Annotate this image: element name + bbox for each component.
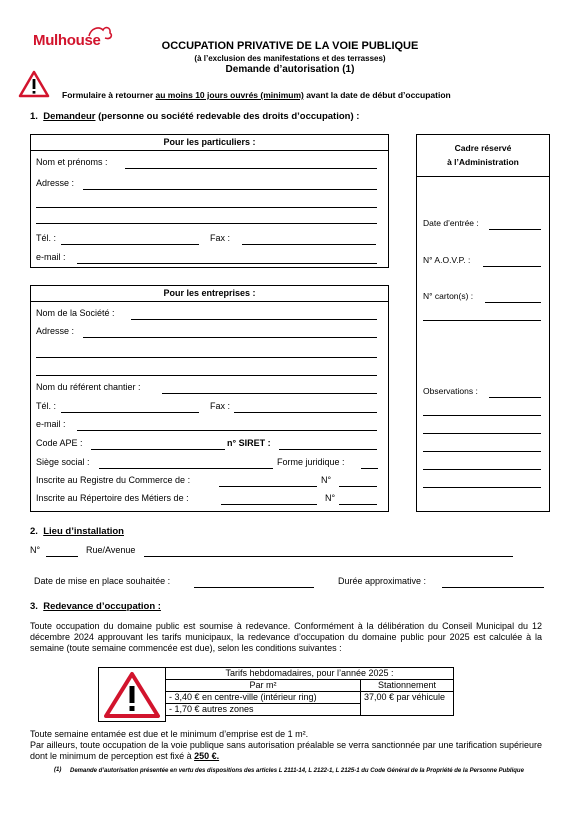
logo-mark-icon <box>85 24 115 42</box>
observations-label: Observations : <box>423 386 478 396</box>
fax-label: Fax : <box>210 233 231 243</box>
tel-label: Tél. : <box>36 233 57 243</box>
nom-label: Nom et prénoms : <box>36 157 108 167</box>
carton-field-2[interactable] <box>423 320 541 321</box>
observations-field-2[interactable] <box>423 415 541 416</box>
rm-field[interactable] <box>221 504 317 505</box>
section-3-heading: 3. Redevance d’occupation : <box>30 601 161 612</box>
tarif-col-stationnement: Stationnement <box>361 680 454 692</box>
redevance-paragraph: Toute occupation du domaine public est soumise à redevance. Conformément à la délibération du Conseil Municipal du 12 décembre 2024 approuvant les tarifs municipaux, la redevance d’occupation du domaine public pour 2025 est calculée à la semaine (toute semaine commencée est due), selon les conditions suivantes : <box>30 621 542 653</box>
date-mise-label: Date de mise en place souhaitée : <box>34 576 171 586</box>
admin-title: Cadre réservé à l’Administration <box>417 135 549 177</box>
entreprise-fax-field[interactable] <box>234 412 377 413</box>
date-entree-label: Date d’entrée : <box>423 218 479 228</box>
tarif-warning-frame <box>98 667 166 722</box>
date-mise-field[interactable] <box>194 587 314 588</box>
rcs-no-field[interactable] <box>339 486 377 487</box>
section-1-heading: 1. Demandeur (personne ou société redevable des droits d’occupation) : <box>30 111 360 122</box>
adresse-field-3[interactable] <box>36 223 377 224</box>
siret-field[interactable] <box>279 449 377 450</box>
referent-field[interactable] <box>162 393 377 394</box>
entreprises-title: Pour les entreprises : <box>31 286 388 302</box>
entreprise-adresse-field-2[interactable] <box>36 357 377 358</box>
entreprise-fax-label: Fax : <box>210 401 231 411</box>
admin-box <box>416 134 550 512</box>
referent-label: Nom du référent chantier : <box>36 382 141 392</box>
ape-field[interactable] <box>91 449 225 450</box>
entreprise-adresse-field-1[interactable] <box>83 337 377 338</box>
duree-label: Durée approximative : <box>338 576 427 586</box>
rue-label: Rue/Avenue <box>86 545 136 555</box>
particuliers-title: Pour les particuliers : <box>31 135 388 151</box>
rue-field[interactable] <box>144 556 513 557</box>
entreprise-adresse-label: Adresse : <box>36 326 75 336</box>
observations-field-1[interactable] <box>489 397 541 398</box>
tarif-col-m2: Par m² <box>166 680 361 692</box>
footnote-text: Demande d’autorisation présentée en vertu des dispositions des articles L 2111-14, L 2122-1, L 2125-1 du Code Général de la Propriété de la Personne Publique <box>70 768 524 774</box>
entreprise-tel-field[interactable] <box>61 412 199 413</box>
date-entree-field[interactable] <box>489 229 541 230</box>
siege-label: Siège social : <box>36 457 90 467</box>
rcs-no-label: N° <box>321 475 332 485</box>
societe-label: Nom de la Société : <box>36 308 115 318</box>
entreprise-adresse-field-3[interactable] <box>36 375 377 376</box>
page-title: OCCUPATION PRIVATIVE DE LA VOIE PUBLIQUE <box>161 40 419 52</box>
request-title: Demande d’autorisation (1) <box>225 64 355 75</box>
societe-field[interactable] <box>131 319 377 320</box>
entreprise-email-field[interactable] <box>77 430 377 431</box>
minimum-emprise-text: Toute semaine entamée est due et le minimum d’emprise est de 1 m². <box>30 729 309 739</box>
carton-field[interactable] <box>485 302 541 303</box>
observations-field-6[interactable] <box>423 487 541 488</box>
page-subtitle: (à l’exclusion des manifestations et des terrasses) <box>194 54 386 63</box>
form-return-note: Formulaire à retourner au moins 10 jours ouvrés (minimum) avant la date de début d’occupation <box>62 90 451 100</box>
rcs-field[interactable] <box>219 486 317 487</box>
siret-label: n° SIRET : <box>227 438 271 448</box>
siege-field[interactable] <box>99 468 273 469</box>
fax-field[interactable] <box>242 244 376 245</box>
logo-text: Mulhouse <box>33 32 101 49</box>
adresse-field-2[interactable] <box>36 207 377 208</box>
adresse-label: Adresse : <box>36 178 75 188</box>
warning-icon <box>103 671 161 719</box>
particuliers-box <box>30 134 389 268</box>
tarif-table-title: Tarifs hebdomadaires, pour l’année 2025 : <box>166 668 454 680</box>
observations-field-3[interactable] <box>423 433 541 434</box>
rm-label: Inscrite au Répertoire des Métiers de : <box>36 493 189 503</box>
sanction-paragraph: Par ailleurs, toute occupation de la voie publique sans autorisation préalable se verra sanctionnée par une tarification supérieure dont le minimum de perception est fixé à 250 €. <box>30 740 542 761</box>
ape-label: Code APE : <box>36 438 83 448</box>
section-2-heading: 2. Lieu d’installation <box>30 526 124 537</box>
entreprises-box <box>30 285 389 512</box>
mulhouse-logo <box>33 26 113 52</box>
entreprise-tel-label: Tél. : <box>36 401 57 411</box>
lieu-no-label: N° <box>30 545 41 555</box>
tarif-table <box>165 667 454 716</box>
forme-field[interactable] <box>361 468 378 469</box>
aovp-label: N° A.O.V.P. : <box>423 255 471 265</box>
email-label: e-mail : <box>36 252 66 262</box>
observations-field-5[interactable] <box>423 469 541 470</box>
rm-no-label: N° <box>325 493 336 503</box>
entreprise-email-label: e-mail : <box>36 419 66 429</box>
warning-icon <box>18 70 50 98</box>
carton-label: N° carton(s) : <box>423 291 474 301</box>
rcs-label: Inscrite au Registre du Commerce de : <box>36 475 191 485</box>
adresse-field-1[interactable] <box>83 189 377 190</box>
lieu-no-field[interactable] <box>46 556 78 557</box>
observations-field-4[interactable] <box>423 451 541 452</box>
tarif-row-centre: - 3,40 € en centre-ville (intérieur ring) <box>166 692 361 704</box>
rm-no-field[interactable] <box>339 504 377 505</box>
nom-field[interactable] <box>125 168 377 169</box>
email-field[interactable] <box>77 263 377 264</box>
footnote-mark: (1) <box>54 767 62 773</box>
tarif-vehicule: 37,00 € par véhicule <box>361 692 454 716</box>
duree-field[interactable] <box>442 587 544 588</box>
tarif-row-autres: - 1,70 € autres zones <box>166 704 361 716</box>
tel-field[interactable] <box>61 244 199 245</box>
forme-label: Forme juridique : <box>277 457 345 467</box>
aovp-field[interactable] <box>483 266 541 267</box>
